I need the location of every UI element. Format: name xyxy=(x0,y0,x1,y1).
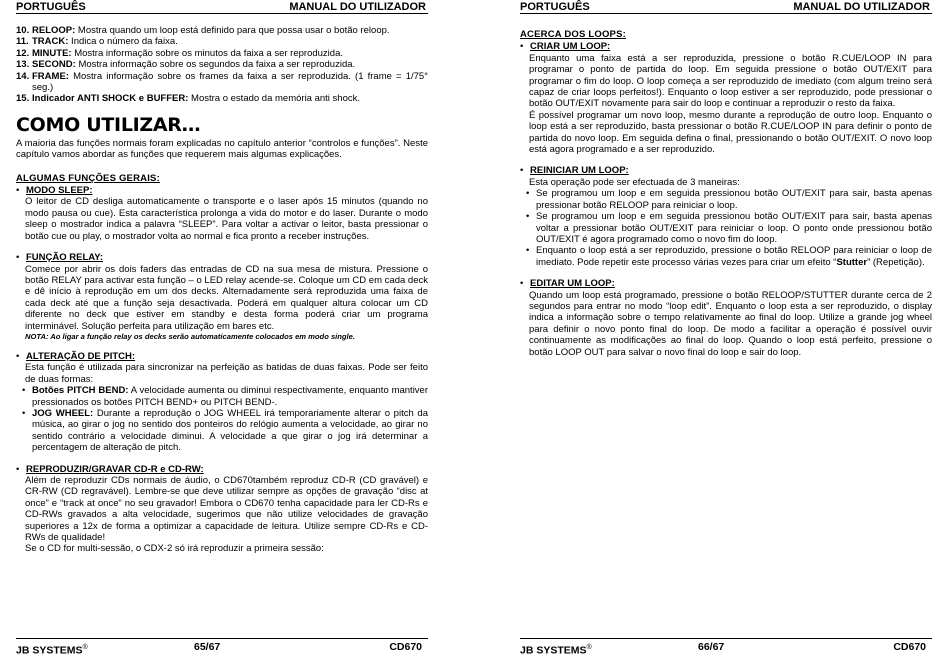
page-footer xyxy=(520,641,932,657)
bullet-title: CRIAR UM LOOP: xyxy=(530,41,611,53)
item-number: 11. xyxy=(16,36,29,48)
item-label: TRACK: xyxy=(32,36,69,48)
right-page xyxy=(520,0,932,657)
pitch-paragraph: Esta função é utilizada para sincronizar na perfeição as batidas de duas faixas. Pode ser feito de duas formas: xyxy=(25,362,428,385)
reiniciar-paragraph: Esta operação pode ser efectuada de 3 maneiras: xyxy=(529,176,740,188)
sub-bullet-text: A velocidade aumenta ou diminui respectivamente, enquanto mantiver pressionados os botões PITCH BEND+ ou PITCH BEND-. xyxy=(32,385,428,408)
footer-brand xyxy=(520,641,592,658)
item-number: 13. xyxy=(16,59,30,71)
bullet-title: ALTERAÇÃO DE PITCH: xyxy=(26,350,136,362)
section-title-loops: ACERCA DOS LOOPS: xyxy=(520,29,626,40)
footer-brand xyxy=(16,641,88,658)
bullet-title: REINICIAR UM LOOP: xyxy=(530,165,629,177)
item-text: Mostra o estado da memória anti shock. xyxy=(188,93,361,105)
page-footer xyxy=(16,641,428,657)
left-page xyxy=(16,0,428,657)
section-title-funcoes-gerais: ALGUMAS FUNÇÕES GERAIS: xyxy=(16,172,160,184)
bullet-icon: • xyxy=(526,211,530,223)
item-text: Indica o número da faixa. xyxy=(68,36,178,48)
bullet-heading-pitch xyxy=(16,351,428,362)
item-text: Mostra quando um loop está definido para que possa usar o botão reloop. xyxy=(75,25,390,36)
bullet-icon: • xyxy=(520,41,524,53)
sub-bullet-item xyxy=(16,385,428,408)
list-item xyxy=(16,59,428,70)
list-item xyxy=(16,93,428,104)
criar-paragraph-2: É possível programar um novo loop, mesmo durante a reprodução de outro loop. Enquanto o loop está a ser reproduzido, basta pressionar o botão R.CUE/LOOP IN para definir o ponto de partida do novo loop. Em seguida defina o final, pressionando o botão OUT/EXIT. O novo loop está agora programado e a ser reproduzido. xyxy=(529,109,932,156)
bullet-heading-sleep xyxy=(16,185,428,196)
sub-bullet-text: Durante a reprodução o JOG WHEEL irá temporariamente alterar o pitch da música, ao girar o jog no sentido dos ponteiros do relógio aumenta a velocidade, ao girar no sentido contrário a velocidade diminui. A velocidade a que girar o jog irá determinar a percentagem de alteração de pitch. xyxy=(32,407,428,454)
page-number: 65/67 xyxy=(194,641,221,653)
bullet-icon: • xyxy=(526,245,530,257)
right-content xyxy=(520,25,932,358)
bullet-title: MODO SLEEP: xyxy=(26,185,93,197)
header-manual-title: MANUAL DO UTILIZADOR xyxy=(289,1,426,13)
page-header xyxy=(520,0,932,14)
item-text: Mostra informação sobre os minutos da faixa a ser reproduzida. xyxy=(71,47,343,59)
bullet-title: REPRODUZIR/GRAVAR CD-R e CD-RW: xyxy=(26,463,204,475)
sub-bullet-text: Enquanto o loop está a ser reproduzido, pressione o botão RELOOP para reiniciar o loop de imediato. Pode repetir este processo várias vezes para criar um efeito “ xyxy=(536,245,932,268)
header-divider xyxy=(16,13,428,14)
item-text: Mostra informação sobre os frames da faixa a ser reproduzida. (1 frame = 1/75° seg.) xyxy=(32,70,428,94)
editar-paragraph: Quando um loop está programado, pressione o botão RELOOP/STUTTER durante cerca de 2 segundos para entrar no modo “loop edit”. Enquanto o loop esta a ser reproduzido, o display indica a informação sobre o tempo relativamente ao final do loop. Utilize a grande jog wheel para definir o novo ponto final do loop. De modo a facilitar a operação é possível ouvir continuamente as modificações ao final do loop. Quando o loop está perfeito, pressione o botão LOOP OUT para salvar o novo final do loop e sair do loop. xyxy=(529,289,932,358)
bullet-icon: • xyxy=(526,188,530,200)
brand-name: JB SYSTEMS xyxy=(520,644,587,657)
sleep-paragraph: O leitor de CD desliga automaticamente o transporte e o laser após 15 minutos (quando no modo pausa ou cue). Esta característica prolonga a vida do motor e do laser. Durante o modo sleep o mostrador indica a palavra “SLEEP”. Para voltar a activar o leitor, basta pressionar o botão cue ou play, o mostrador volta ao normal e fica pronto a receber instruções. xyxy=(25,196,428,242)
bullet-title: FUNÇÃO RELAY: xyxy=(26,252,104,264)
item-label: RELOOP: xyxy=(32,25,76,36)
item-number: 10. xyxy=(16,25,30,36)
sub-bullet-label: JOG WHEEL: xyxy=(32,407,94,419)
list-item xyxy=(16,36,428,47)
footer-divider xyxy=(520,638,932,639)
header-divider xyxy=(520,13,932,14)
bullet-icon: • xyxy=(16,252,20,264)
item-text: Mostra informação sobre os segundos da faixa a ser reproduzida. xyxy=(75,59,356,71)
item-number: 14. xyxy=(16,70,30,82)
bullet-icon: • xyxy=(520,278,524,290)
item-number: 12. xyxy=(16,47,30,59)
list-item xyxy=(16,71,428,94)
bullet-icon: • xyxy=(520,165,524,177)
page-number: 66/67 xyxy=(698,641,725,653)
sub-bullet-label: Botões PITCH BEND: xyxy=(32,385,129,397)
registered-mark: ® xyxy=(586,644,592,651)
cdr-paragraph: Além de reproduzir CDs normais de áudio, o CD670também reproduz CD-R (CD gravável) e CR-RW (CD regravável). Lembre-se que deve utilizar sempre as opções de gravação “disc at once” e “track at once” no seu gravador! Embora o CD670 tenha capacidade para ler CD-Rs e CD-RWs gravados a alta velocidade, sugerimos que não utilize velocidades de gravação superiores a 12x de forma a optimizar a capacidade de leitura. Utilize sempre CD-Rs e CD-RWs de qualidade! xyxy=(25,475,428,544)
bullet-heading-editar xyxy=(520,278,932,289)
footer-model: CD670 xyxy=(893,641,926,653)
header-manual-title: MANUAL DO UTILIZADOR xyxy=(793,1,930,13)
list-item xyxy=(16,48,428,59)
cdr-paragraph-2: Se o CD for multi-sessão, o CDX-2 só irá reproduzir a primeira sessão: xyxy=(25,543,324,555)
item-label: MINUTE: xyxy=(32,47,72,59)
item-label: FRAME: xyxy=(32,70,69,82)
bullet-title: EDITAR UM LOOP: xyxy=(530,278,615,290)
bullet-icon: • xyxy=(22,385,26,397)
item-number: 15. xyxy=(16,93,30,105)
relay-paragraph: Comece por abrir os dois faders das entradas de CD na sua mesa de mistura. Pressione o botão RELAY para activar esta função – o LED relay acende-se. Coloque um CD em cada deck e dê início à reprodução em um dos decks. Alternadamente será reproduzida uma faixa de cada deck até que a função seja desactivada. Poderá em qualquer altura colocar um CD diferente no deck que estiver em standby e desta forma poderá criar um programa interminável. Solução perfeita para utilização em bares etc. xyxy=(25,263,428,332)
bullet-icon: • xyxy=(22,407,26,419)
sub-bullet-item xyxy=(520,188,932,211)
bullet-heading-reiniciar xyxy=(520,165,932,176)
brand-name: JB SYSTEMS xyxy=(16,644,83,657)
relay-note: NOTA: Ao ligar a função relay os decks serão automaticamente colocados em modo single. xyxy=(25,331,355,341)
section-title-como-utilizar: COMO UTILIZAR… xyxy=(16,113,201,136)
bullet-icon: • xyxy=(16,185,20,197)
registered-mark: ® xyxy=(82,644,88,651)
left-content xyxy=(16,25,428,555)
header-language: PORTUGUÊS xyxy=(16,1,86,13)
footer-divider xyxy=(16,638,428,639)
sub-bullet-item xyxy=(520,211,932,245)
bullet-heading-criar xyxy=(520,41,932,52)
sub-bullet-item xyxy=(16,408,428,454)
sub-bullet-text-after: ” (Repetição). xyxy=(867,256,925,268)
item-label: SECOND: xyxy=(32,59,76,71)
sub-bullet-text: Se programou um loop e em seguida pressionou botão OUT/EXIT para sair, basta apenas pressionar botão RELOOP para reiniciar o loop. xyxy=(536,188,932,211)
item-label: Indicador ANTI SHOCK e BUFFER: xyxy=(32,93,189,105)
bullet-heading-cdr xyxy=(16,464,428,475)
page-header xyxy=(16,0,428,14)
intro-paragraph: A maioria das funções normais foram explicadas no capítulo anterior “controlos e funções”. Neste capítulo vamos abordar as funções que requerem mais algumas explicações. xyxy=(16,137,428,161)
sub-bullet-text: Se programou um loop e em seguida pressionou botão OUT/EXIT para sair, basta apenas voltar a pressionar botão OUT/EXIT para reiniciar o loop. O ponto onde pressionou botão OUT/EXIT é agora programado como o novo fim do loop. xyxy=(536,211,932,245)
sub-bullet-item xyxy=(520,245,932,268)
header-language: PORTUGUÊS xyxy=(520,1,590,13)
bullet-icon: • xyxy=(16,350,20,362)
list-item xyxy=(16,25,428,36)
bullet-heading-relay xyxy=(16,252,428,263)
footer-model: CD670 xyxy=(389,641,422,653)
stutter-label: Stutter xyxy=(836,256,868,268)
bullet-icon: • xyxy=(16,463,20,475)
criar-paragraph: Enquanto uma faixa está a ser reproduzida, pressione o botão R.CUE/LOOP IN para programar o ponto de partida do loop. Em seguida pressione o botão OUT/EXIT para programar o fim do loop. O loop começa a ser reproduzido de imediato (com algum treino será capaz de criar loops perfeitos!). Enquanto o loop estiver a ser reproduzido, pode pressionar o botão OUT/EXIT novamente para sair do loop e continuar a reproduzir o resto da faixa. xyxy=(529,52,932,110)
